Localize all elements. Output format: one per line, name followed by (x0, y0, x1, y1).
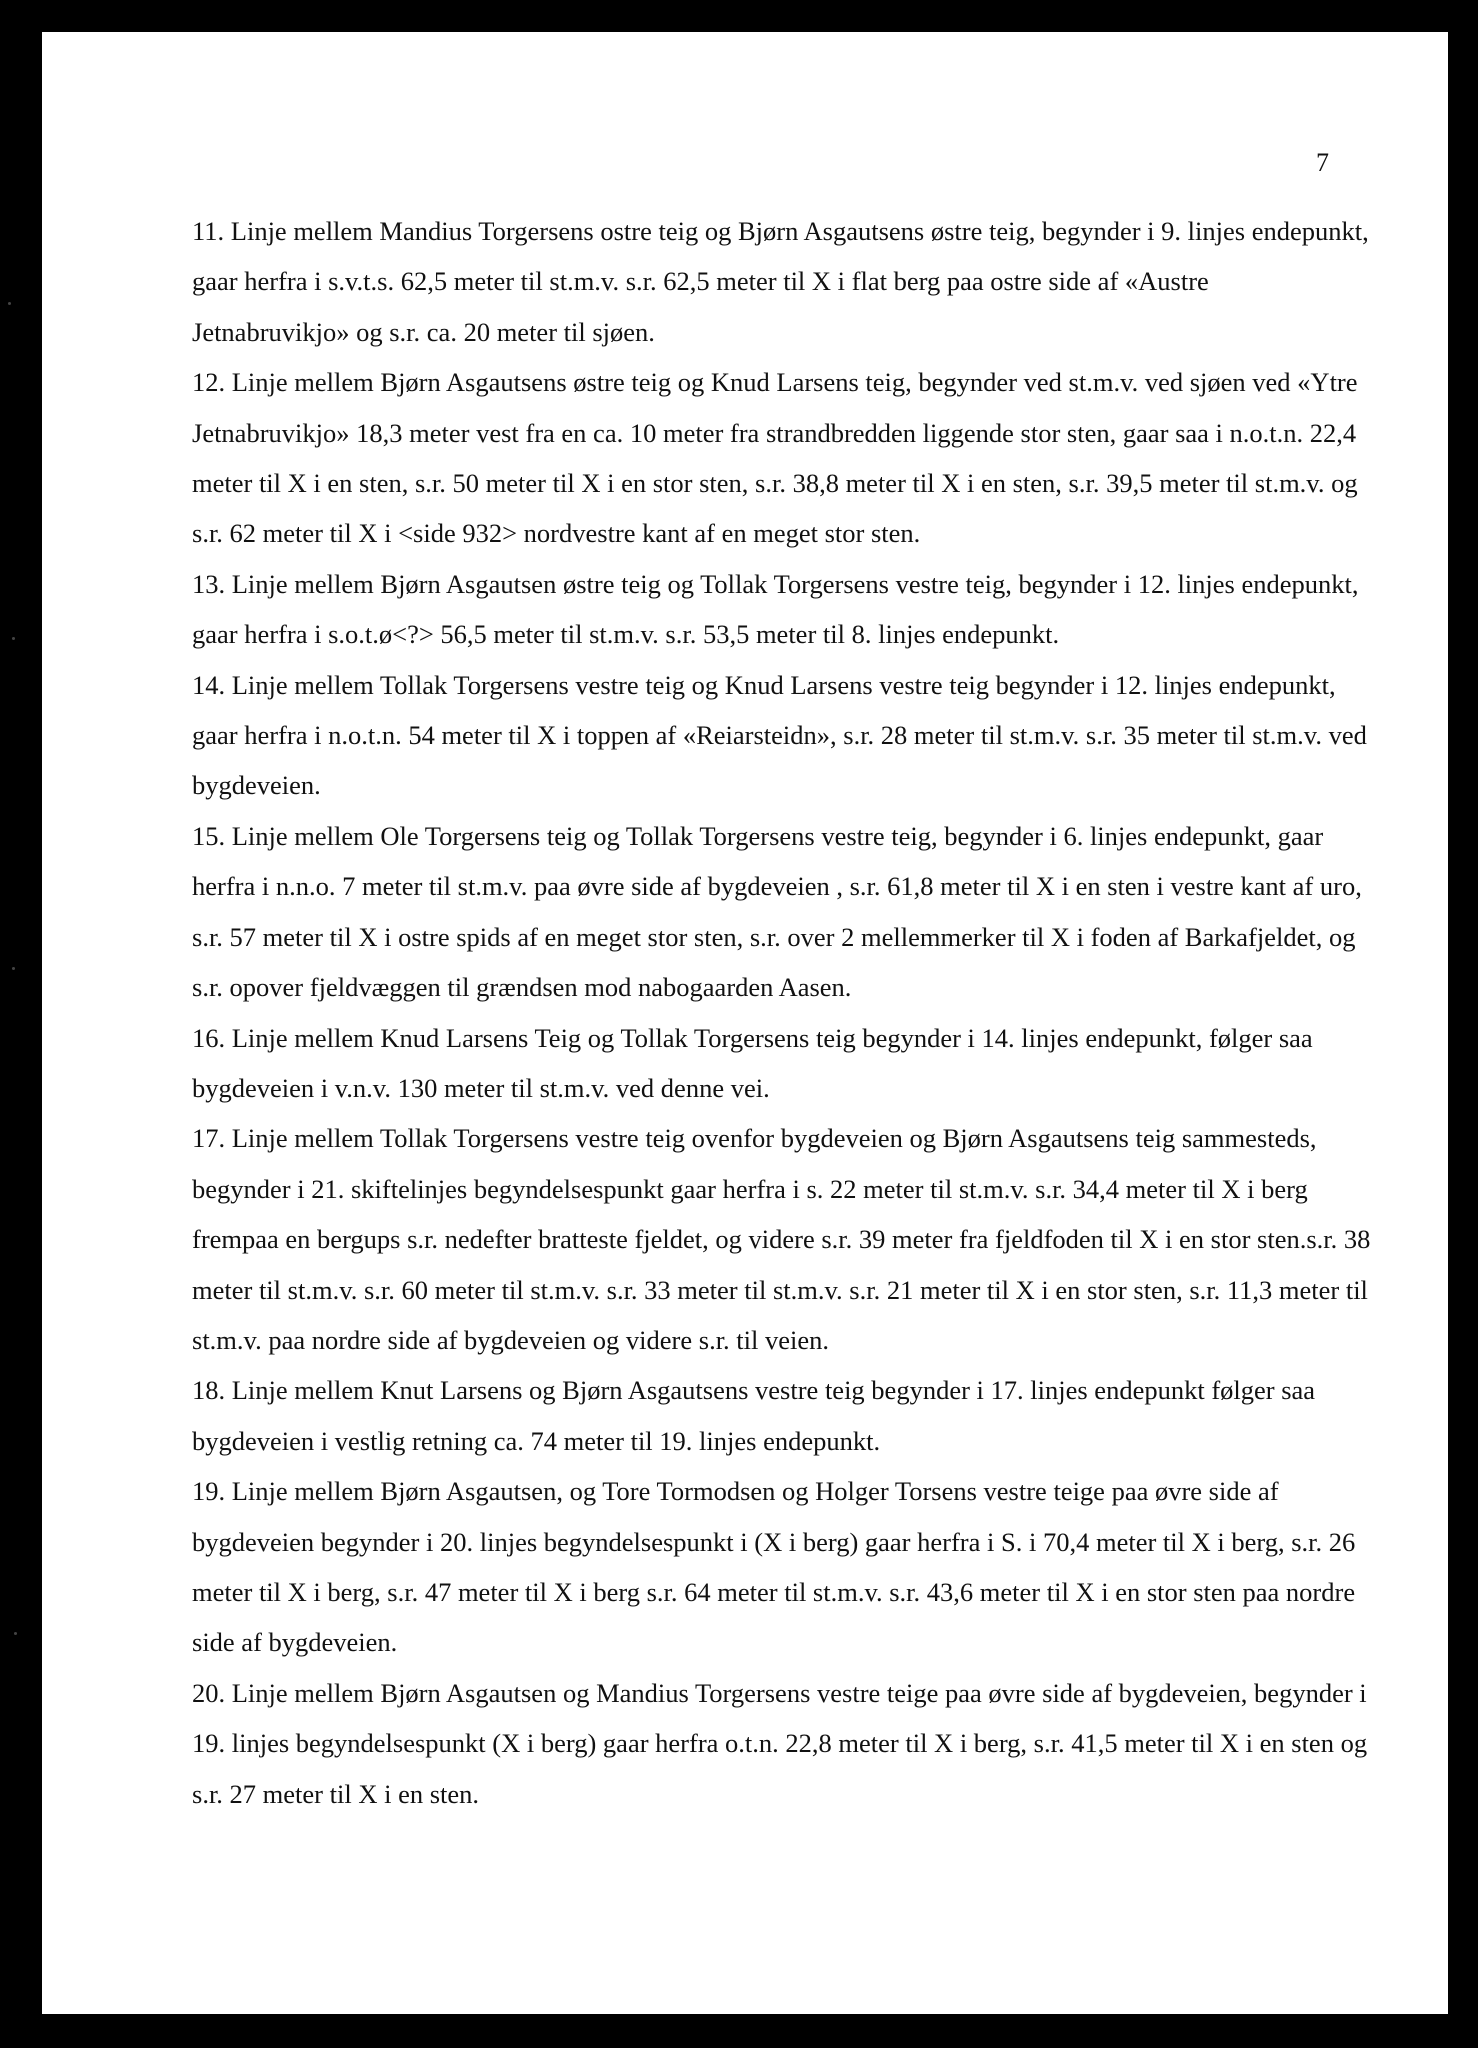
paragraph-line-17: 17. Linje mellem Tollak Torgersens vestre teig ovenfor bygdeveien og Bjørn Asgautsens teig sammesteds, begynder i 21. skiftelinjes begyndelsespunkt gaar herfra i s. 22 meter til st.m.v. s.r. 34,4 meter til X i berg frempaa en bergups s.r. nedefter bratteste fjeldet, og videre s.r. 39 meter fra fjeldfoden til X i en stor sten.s.r. 38 meter til st.m.v. s.r. 60 meter til st.m.v. s.r. 33 meter til st.m.v. s.r. 21 meter til X i en stor sten, s.r. 11,3 meter til st.m.v. paa nordre side af bygdeveien og videre s.r. til veien. (192, 1123, 1371, 1355)
paragraph-line-11: 11. Linje mellem Mandius Torgersens ostre teig og Bjørn Asgautsens østre teig, begynder i 9. linjes endepunkt, gaar herfra i s.v.t.s. 62,5 meter til st.m.v. s.r. 62,5 meter til X i flat berg paa ostre side af «Austre Jetnabruvikjo» og s.r. ca. 20 meter til sjøen. (192, 216, 1369, 347)
paragraph-line-13: 13. Linje mellem Bjørn Asgautsen østre teig og Tollak Torgersens vestre teig, begynder i 12. linjes endepunkt, gaar herfra i s.o.t.ø<?> 56,5 meter til st.m.v. s.r. 53,5 meter til 8. linjes endepunkt. (192, 568, 1359, 650)
scan-speck (14, 1632, 17, 1635)
paragraph-line-18: 18. Linje mellem Knut Larsens og Bjørn Asgautsens vestre teig begynder i 17. linjes endepunkt følger saa bygdeveien i vestlig retning ca. 74 meter til 19. linjes endepunkt. (192, 1375, 1316, 1456)
paragraph-line-15: 15. Linje mellem Ole Torgersens teig og Tollak Torgersens vestre teig, begynder i 6. linjes endepunkt, gaar herfra i n.n.o. 7 meter til st.m.v. paa øvre side af bygdeveien , s.r. 61,8 meter til X i en sten i vestre kant af uro, s.r. 57 meter til X i ostre spids af en meget stor sten, s.r. over 2 mellemmerker til X i foden af Barkafjeldet, og s.r. opover fjeldvæggen til grændsen mod nabogaarden Aasen. (192, 820, 1362, 1003)
paragraph-line-19: 19. Linje mellem Bjørn Asgautsen, og Tore Tormodsen og Holger Torsens vestre teige paa øvre side af bygdeveien begynder i 20. linjes begyndelsespunkt i (X i berg) gaar herfra i S. i 70,4 meter til X i berg, s.r. 26 meter til X i berg, s.r. 47 meter til X i berg s.r. 64 meter til st.m.v. s.r. 43,6 meter til X i en stor sten paa nordre side af bygdeveien. (192, 1476, 1356, 1658)
paragraph-line-14: 14. Linje mellem Tollak Torgersens vestre teig og Knud Larsens vestre teig begynder i 12. linjes endepunkt, gaar herfra i n.o.t.n. 54 meter til X i toppen af «Reiarsteidn», s.r. 28 meter til st.m.v. s.r. 35 meter til st.m.v. ved bygdeveien. (192, 669, 1367, 801)
paragraph-line-16: 16. Linje mellem Knud Larsens Teig og Tollak Torgersens teig begynder i 14. linjes endepunkt, følger saa bygdeveien i v.n.v. 130 meter til st.m.v. ved denne vei. (192, 1022, 1313, 1103)
scan-speck (8, 302, 11, 305)
scan-speck (12, 967, 15, 970)
document-body (192, 206, 1372, 1819)
scan-speck (12, 637, 15, 640)
paragraph-line-20: 20. Linje mellem Bjørn Asgautsen og Mandius Torgersens vestre teige paa øvre side af bygdeveien, begynder i 19. linjes begyndelsespunkt (X i berg) gaar herfra o.t.n. 22,8 meter til X i berg, s.r. 41,5 meter til X i en sten og s.r. 27 meter til X i en sten. (192, 1677, 1368, 1809)
paragraph-line-12: 12. Linje mellem Bjørn Asgautsens østre teig og Knud Larsens teig, begynder ved st.m.v. ved sjøen ved «Ytre Jetnabruvikjo» 18,3 meter vest fra en ca. 10 meter fra strandbredden liggende stor sten, gaar saa i n.o.t.n. 22,4 meter til X i en sten, s.r. 50 meter til X i en stor sten, s.r. 38,8 meter til X i en sten, s.r. 39,5 meter til st.m.v. og s.r. 62 meter til X i <side 932> nordvestre kant af en meget stor sten. (192, 367, 1358, 549)
page-number: 7 (1316, 148, 1329, 177)
